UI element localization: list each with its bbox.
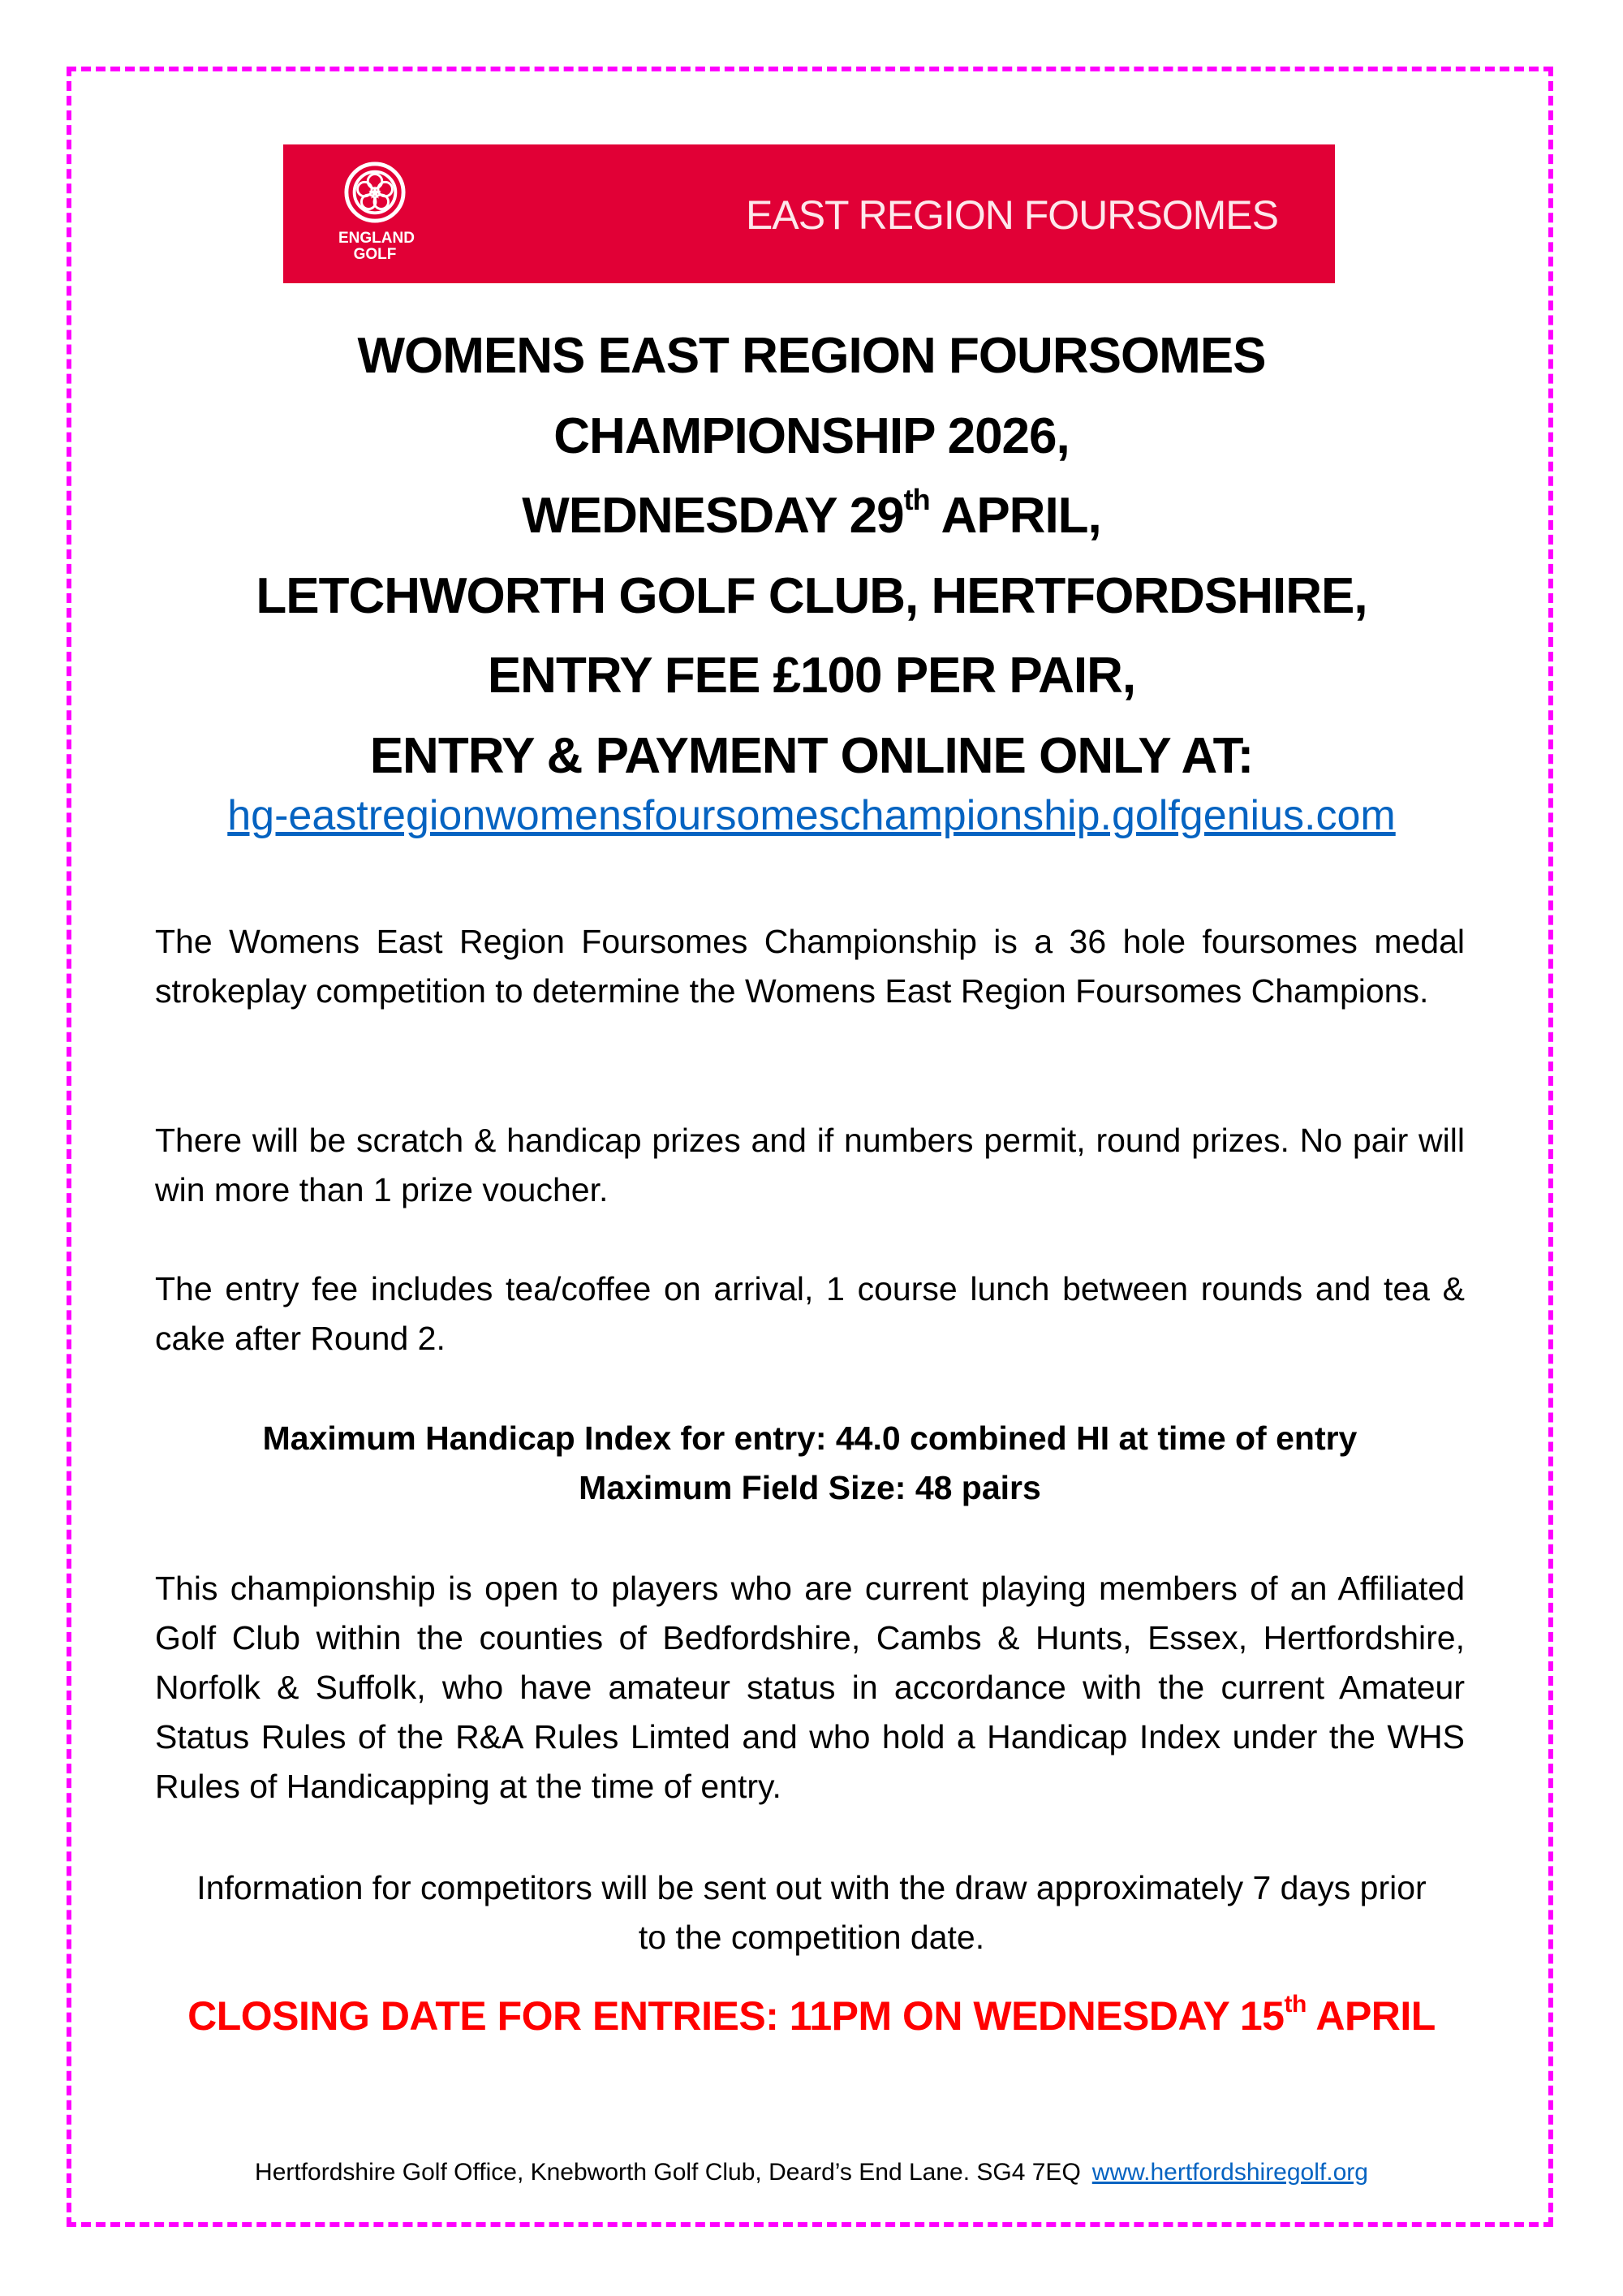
closing-date-month: APRIL — [1306, 1993, 1436, 2039]
max-field-text: Maximum Field Size: 48 pairs — [579, 1469, 1041, 1506]
logo-text-england: ENGLAND — [338, 230, 415, 247]
entry-link-line — [0, 791, 1623, 840]
footer-address: Hertfordshire Golf Office, Knebworth Golf Club, Deard’s End Lane. SG4 7EQ — [255, 2159, 1081, 2186]
page-title — [97, 317, 1526, 796]
paragraph-description: The Womens East Region Foursomes Championship is a 36 hole foursomes medal strokeplay competition to determine the Womens East Region Foursomes Champions. — [155, 923, 1465, 1010]
closing-date — [0, 1992, 1623, 2040]
paragraph-catering: The entry fee includes tea/coffee on arrival, 1 course lunch between rounds and tea & cake after Round 2. — [155, 1270, 1465, 1357]
title-line-1: WOMENS EAST REGION FOURSOMES — [357, 328, 1266, 384]
title-line-5: ENTRY FEE £100 PER PAIR, — [487, 648, 1136, 704]
paragraph-prizes: There will be scratch & handicap prizes and if numbers permit, round prizes. No pair will win more than 1 prize voucher. — [155, 1122, 1465, 1208]
title-line-4: LETCHWORTH GOLF CLUB, HERTFORDSHIRE, — [256, 567, 1367, 624]
closing-date-suffix: th — [1284, 1991, 1307, 2018]
title-line-2: CHAMPIONSHIP 2026, — [553, 407, 1070, 464]
max-handicap-text: Maximum Handicap Index for entry: 44.0 combined HI at time of entry — [262, 1419, 1358, 1457]
closing-date-text: CLOSING DATE FOR ENTRIES: 11PM ON WEDNESDAY 15 — [187, 1993, 1285, 2039]
entry-link[interactable]: hg-eastregionwomensfoursomeschampionship.golfgenius.com — [227, 792, 1396, 839]
footer-website-link[interactable]: www.hertfordshiregolf.org — [1091, 2159, 1368, 2186]
title-month: APRIL, — [929, 488, 1101, 544]
title-line-3 — [97, 476, 1526, 557]
logo-text-golf: GOLF — [353, 246, 397, 263]
title-line-6: ENTRY & PAYMENT ONLINE ONLY AT: — [369, 727, 1254, 784]
title-date-suffix: th — [903, 483, 930, 516]
header-banner — [283, 144, 1335, 283]
footer — [0, 2159, 1623, 2186]
england-golf-logo — [338, 161, 415, 263]
title-date: WEDNESDAY 29 — [522, 488, 904, 544]
paragraph-information: Information for competitors will be sent out with the draw approximately 7 days prior to the competition date. — [196, 1869, 1427, 1956]
rose-emblem-icon — [343, 161, 407, 224]
paragraph-eligibility: This championship is open to players who are current playing members of an Affiliated Golf Club within the counties of Bedfordshire, Cambs & Hunts, Essex, Hertfordshire, Norfolk & Suffolk, who have amateur status in accordance with the current Amateur Status Rules of the R&A Rules Limted and who hold a Handicap Index under the WHS Rules of Handicapping at the time of entry. — [155, 1570, 1465, 1805]
banner-title: EAST REGION FOURSOMES — [746, 192, 1278, 238]
